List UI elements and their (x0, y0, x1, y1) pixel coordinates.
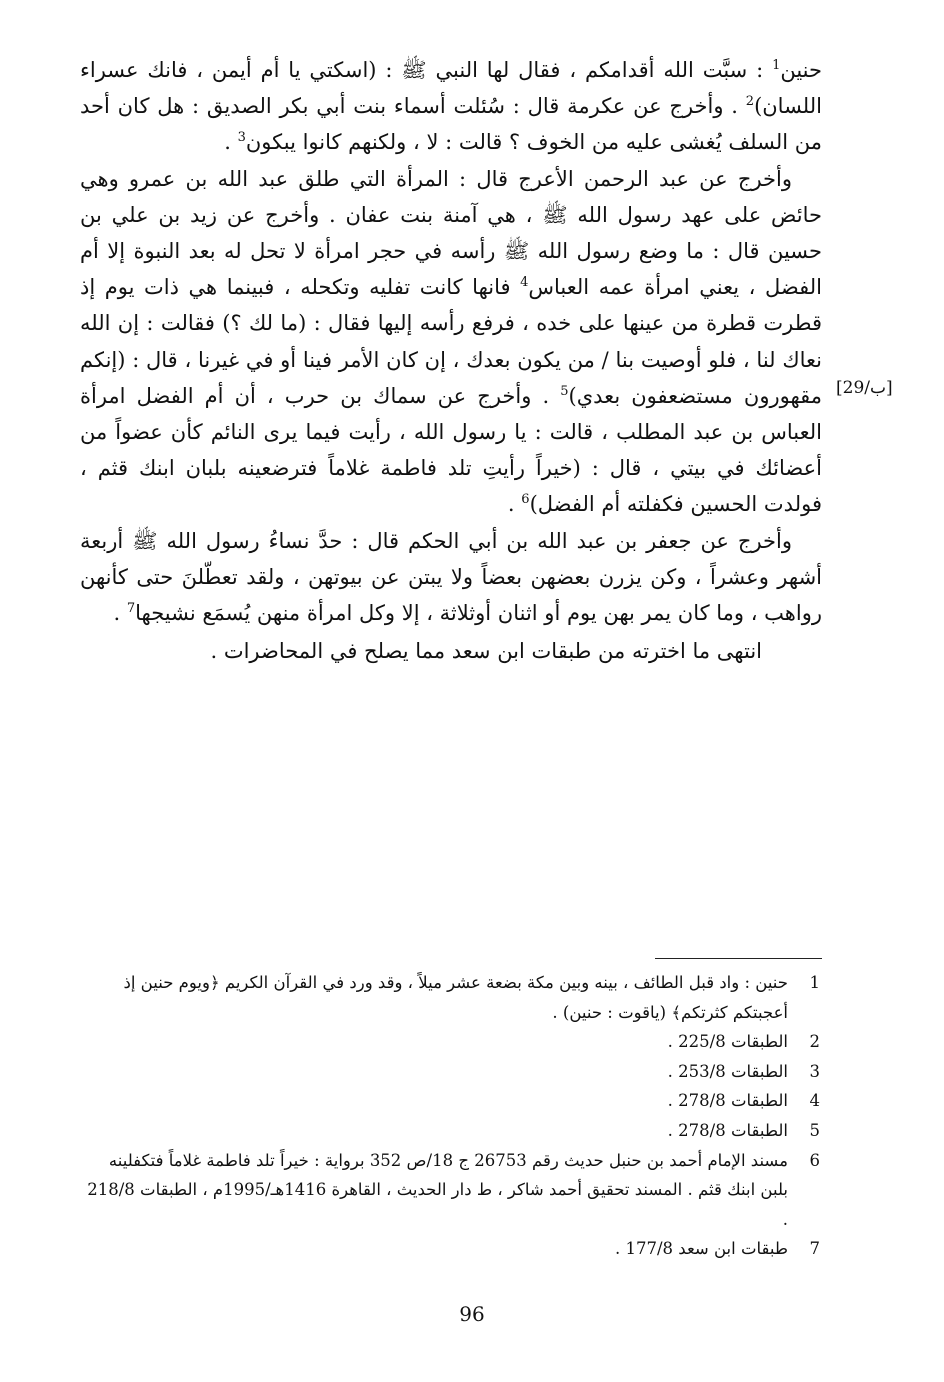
footnote-item (80, 1057, 822, 1087)
paragraph-1 (80, 52, 822, 161)
paragraph-2 (80, 161, 822, 523)
footnote-number: 7 (809, 1239, 820, 1259)
footnote-text: الطبقات 278/8 . (667, 1120, 788, 1140)
page-number: 96 (459, 1302, 485, 1326)
footnote-item (80, 1234, 822, 1264)
paragraph-text: . (113, 601, 127, 626)
manuscript-folio-marker: [29/ب] (836, 378, 893, 398)
footnote-ref: 7 (126, 601, 136, 617)
footnote-item (80, 1086, 822, 1116)
footnote-number: 4 (809, 1091, 820, 1111)
footnote-ref: 3 (237, 130, 246, 146)
footnote-item (80, 1116, 822, 1146)
footnote-separator (655, 958, 822, 959)
footnote-ref: 6 (521, 492, 530, 508)
footnote-number: 6 (809, 1150, 820, 1170)
footnote-ref: 1 (772, 58, 781, 73)
footnote-text: حنين : واد قبل الطائف ، بينه وبين مكة بضعة عشر ميلاً ، وقد ورد في القرآن الكريم ﴿ويوم حنين إذ أعجبتكم كثرتكم﴾ (ياقوت : حنين) . (123, 973, 788, 1022)
footnote-text: الطبقات 278/8 . (667, 1091, 788, 1111)
paragraph-text: حنين (780, 58, 822, 82)
footnote-ref: 4 (520, 275, 529, 291)
paragraph-text: . (224, 130, 238, 155)
footnote-number: 1 (809, 973, 820, 992)
footnotes (80, 968, 822, 1264)
closing-line: انتهى ما اخترته من طبقات ابن سعد مما يصلح في المحاضرات . (210, 639, 762, 664)
footnote-item (80, 968, 822, 1027)
paragraph-text: فانها كانت تفليه وتكحله ، فبينما هي ذات يوم إذ قطرت قطرة من عينها على خده ، فرفع رأسه إليها فقال : (ما لك ؟) فقالت : إن الله نعاك لنا ، فلو أوصيت بنا / من يكون بعدك ، إن كان الأمر فينا أو في غيرنا ، قال : (إنكم مقهورون مستضعفون بعدي) (80, 275, 822, 408)
paragraph-text: . وأخرج عن سماك بن حرب ، أن أم الفضل امرأة العباس بن عبد المطلب ، قالت : يا رسول الله ، رأيت فيما يرى النائم كأن عضواً من أعضائك في بيتي ، قال : (خيراً رأيتِ تلد فاطمة غلاماً فترضعينه بلبان ابنك قثم ، فولدت الحسين فكفلته أم الفضل) (80, 383, 822, 517)
paragraph-3 (80, 523, 822, 632)
paragraph-text: . (507, 492, 522, 517)
paragraph-text: وأخرج عن عبد الرحمن الأعرج قال : المرأة التي طلق عبد الله بن عمرو وهي حائض على عهد رسول الله ﷺ ، هي آمنة بنت عفان . وأخرج عن زيد بن علي بن حسين قال : ما وضع رسول الله ﷺ رأسه في حجر امرأة لا تحل له بعد النبوة إلا أم الفضل ، يعني امرأة عمه العباس (80, 166, 822, 300)
footnote-number: 2 (809, 1032, 820, 1052)
main-text (80, 52, 822, 669)
footnote-text: الطبقات 253/8 . (667, 1061, 788, 1081)
paragraph-text: : سبَّت الله أقدامكم ، فقال لها النبي ﷺ : (اسكتي يا أم أيمن ، فانك عسراء اللسان) (80, 58, 822, 119)
footnote-item (80, 1027, 822, 1057)
footnote-text: مسند الإمام أحمد بن حنبل حديث رقم 26753 ج 18/ص 352 برواية : خيراً تلد فاطمة غلاماً فتكفلينه بلبن ابنك قثم . المسند تحقيق أحمد شاكر ، ط دار الحديث ، القاهرة 1416هـ/1995م ، الطبقات 218/8 . (87, 1150, 788, 1229)
footnote-text: الطبقات 225/8 . (667, 1032, 788, 1052)
footnote-number: 3 (809, 1061, 820, 1081)
paragraph-text: . وأخرج عن عكرمة قال : سُئلت أسماء بنت أبي بكر الصديق : هل كان أحد من السلف يُغشى عليه من الخوف ؟ قالت : لا ، ولكنهم كانوا يبكون (80, 94, 822, 155)
footnote-ref: 5 (560, 383, 569, 399)
footnote-ref: 2 (745, 94, 755, 110)
footnote-text: طبقات ابن سعد 177/8 . (615, 1239, 788, 1259)
footnote-number: 5 (809, 1120, 820, 1140)
paragraph-text: وأخرج عن جعفر بن عبد الله بن أبي الحكم قال : حدَّ نساءُ رسول الله ﷺ أربعة أشهر وعشراً ، وكن يزرن بعضهن بعضاً ولا يبتن عن بيوتهن ، ولقد تعطّلنَ حتى كأنهن رواهب ، وما كان يمر بهن يوم أو اثنان أوثلاثة ، إلا وكل امرأة منهن يُسمَع نشيجها (80, 528, 822, 626)
footnote-item (80, 1146, 822, 1235)
